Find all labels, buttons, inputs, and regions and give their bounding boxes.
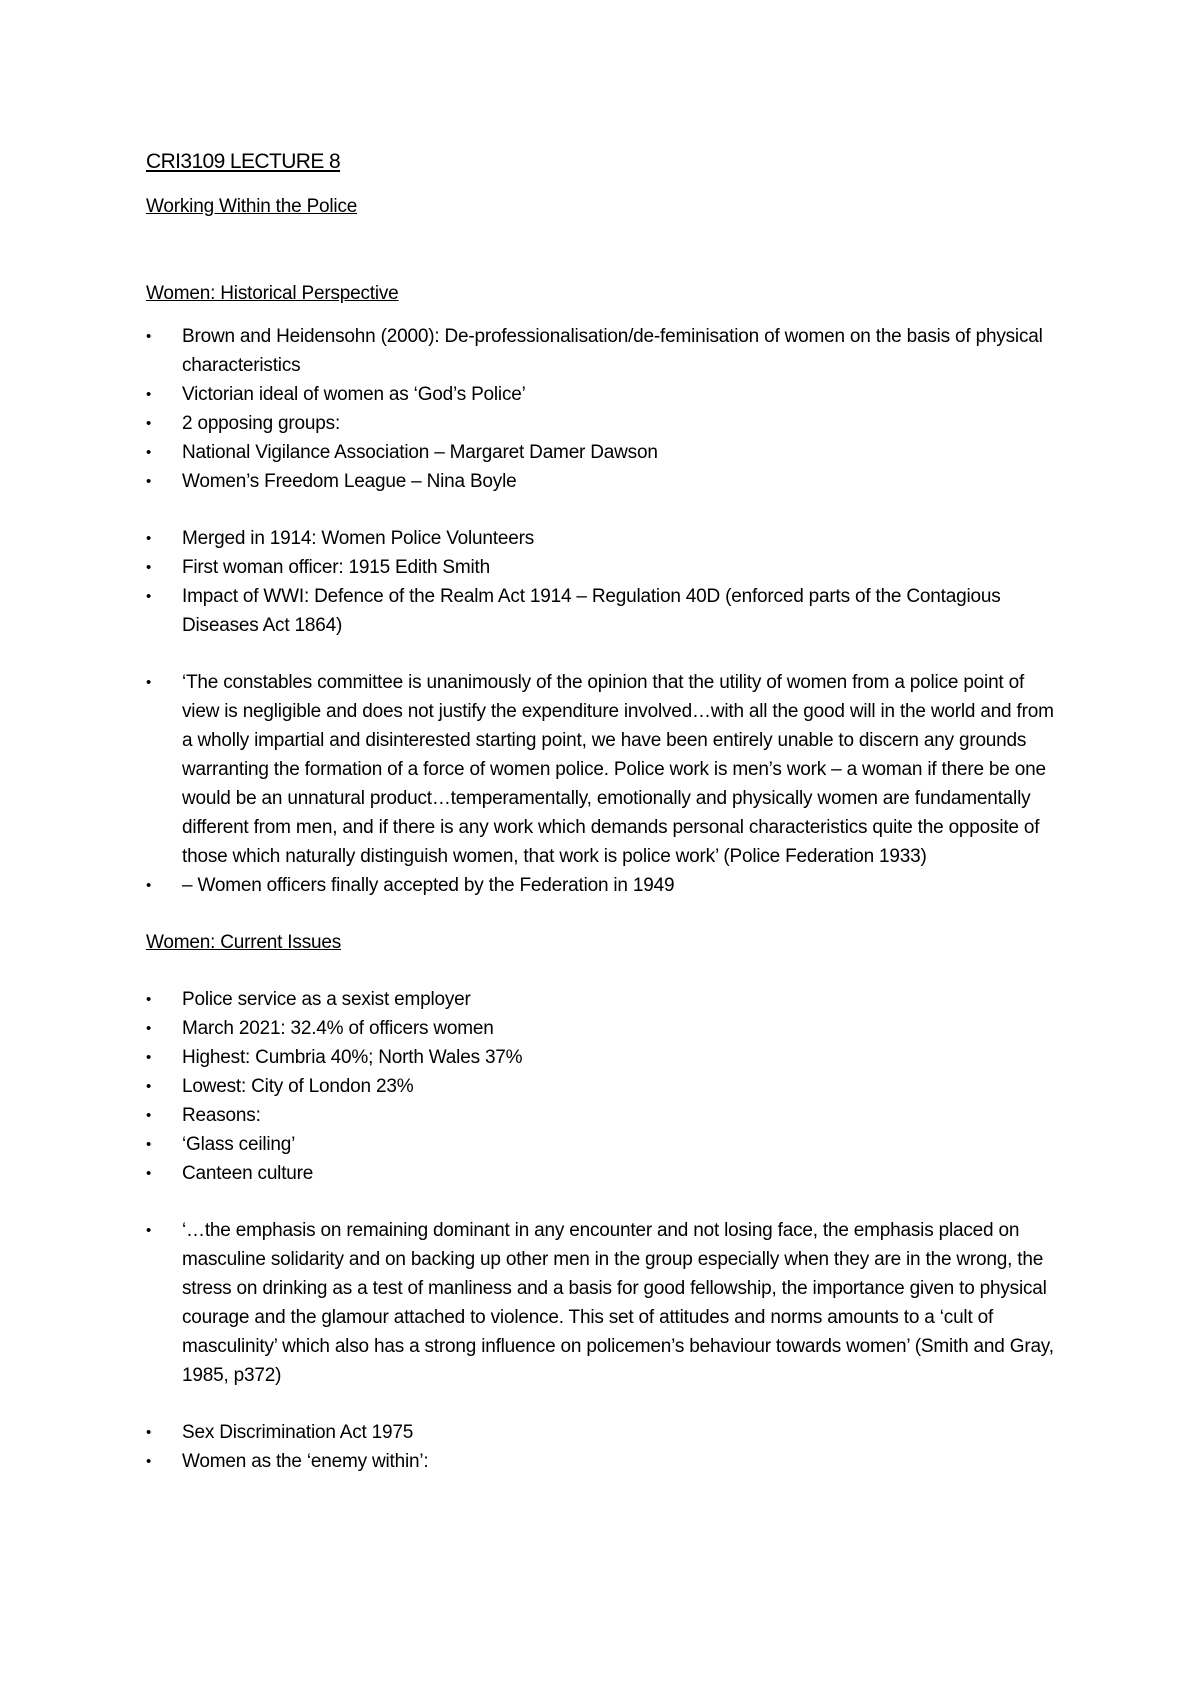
bullet-icon: • [146, 1424, 152, 1441]
bullet-icon: • [146, 530, 152, 547]
bullet-item [146, 467, 1066, 496]
document-body [146, 148, 1066, 1476]
bullet-text: Canteen culture [182, 1163, 314, 1184]
document-subtitle: Working Within the Police [146, 196, 358, 217]
bullet-icon: • [146, 415, 152, 432]
bullet-item [146, 322, 1066, 380]
bullet-item [146, 1043, 1066, 1072]
section-heading-historical: Women: Historical Perspective [146, 283, 399, 304]
section-heading-current: Women: Current Issues [146, 932, 342, 953]
bullet-icon: • [146, 559, 152, 576]
bullet-text: National Vigilance Association – Margaret Damer Dawson [182, 442, 658, 463]
bullet-icon: • [146, 991, 152, 1008]
bullet-text: Police service as a sexist employer [182, 989, 471, 1010]
bullet-text: Victorian ideal of women as ‘God’s Police’ [182, 384, 526, 405]
bullet-text: ‘Glass ceiling’ [182, 1134, 296, 1155]
bullet-text: Brown and Heidensohn (2000): De-professionalisation/de-feminisation of women on the basis of physical characteristics [182, 326, 1043, 376]
bullet-item [146, 1101, 1066, 1130]
bullet-text: – Women officers finally accepted by the Federation in 1949 [182, 875, 675, 896]
bullet-item [146, 1418, 1066, 1447]
bullet-icon: • [146, 473, 152, 490]
bullet-item [146, 1072, 1066, 1101]
bullet-icon: • [146, 1049, 152, 1066]
bullet-text: Impact of WWI: Defence of the Realm Act 1914 – Regulation 40D (enforced parts of the Contagious Diseases Act 1864) [182, 586, 1001, 636]
current-list-1 [146, 985, 1066, 1188]
bullet-text: Women as the ‘enemy within’: [182, 1451, 429, 1472]
bullet-item [146, 871, 1066, 900]
bullet-icon: • [146, 328, 152, 345]
bullet-item [146, 438, 1066, 467]
current-list-3 [146, 1418, 1066, 1476]
bullet-icon: • [146, 386, 152, 403]
bullet-item [146, 1216, 1066, 1390]
bullet-text: Highest: Cumbria 40%; North Wales 37% [182, 1047, 523, 1068]
bullet-icon: • [146, 1222, 152, 1239]
bullet-item [146, 380, 1066, 409]
bullet-icon: • [146, 1136, 152, 1153]
bullet-item [146, 668, 1066, 871]
bullet-item [146, 1014, 1066, 1043]
historical-list-2 [146, 524, 1066, 640]
bullet-item [146, 524, 1066, 553]
bullet-icon: • [146, 1453, 152, 1470]
bullet-item [146, 1447, 1066, 1476]
bullet-item [146, 582, 1066, 640]
bullet-item [146, 1130, 1066, 1159]
bullet-text: Reasons: [182, 1105, 261, 1126]
bullet-text: First woman officer: 1915 Edith Smith [182, 557, 490, 578]
bullet-icon: • [146, 588, 152, 605]
bullet-text: Lowest: City of London 23% [182, 1076, 414, 1097]
bullet-text: March 2021: 32.4% of officers women [182, 1018, 494, 1039]
bullet-text: 2 opposing groups: [182, 413, 341, 434]
bullet-icon: • [146, 1165, 152, 1182]
historical-list-1 [146, 322, 1066, 496]
bullet-icon: • [146, 1020, 152, 1037]
bullet-item [146, 1159, 1066, 1188]
bullet-icon: • [146, 1078, 152, 1095]
bullet-icon: • [146, 674, 152, 691]
bullet-item [146, 985, 1066, 1014]
bullet-icon: • [146, 1107, 152, 1124]
bullet-item [146, 553, 1066, 582]
bullet-text: Sex Discrimination Act 1975 [182, 1422, 414, 1443]
bullet-item [146, 409, 1066, 438]
current-list-2 [146, 1216, 1066, 1390]
bullet-icon: • [146, 877, 152, 894]
bullet-text: ‘…the emphasis on remaining dominant in any encounter and not losing face, the emphasis placed on masculine solidarity and on backing up other men in the group especially when they are in the wrong, the stress on drinking as a test of manliness and a basis for good fellowship, the importance given to physical courage and the glamour attached to violence. This set of attitudes and norms amounts to a ‘cult of masculinity’ which also has a strong influence on policemen’s behaviour towards women’ (Smith and Gray, 1985, p372) [182, 1220, 1054, 1386]
bullet-icon: • [146, 444, 152, 461]
document-title: CRI3109 LECTURE 8 [146, 150, 341, 173]
bullet-text: ‘The constables committee is unanimously of the opinion that the utility of women from a police point of view is negligible and does not justify the expenditure involved…with all the good will in the world and from a wholly impartial and disinterested starting point, we have been entirely unable to discern any grounds warranting the formation of a force of women police. Police work is men’s work – a woman if there be one would be an unnatural product…temperamentally, emotionally and physically women are fundamentally different from men, and if there is any work which demands personal characteristics quite the opposite of those which naturally distinguish women, that work is police work’ (Police Federation 1933) [182, 672, 1054, 867]
historical-list-3 [146, 668, 1066, 900]
bullet-text: Women’s Freedom League – Nina Boyle [182, 471, 517, 492]
bullet-text: Merged in 1914: Women Police Volunteers [182, 528, 535, 549]
